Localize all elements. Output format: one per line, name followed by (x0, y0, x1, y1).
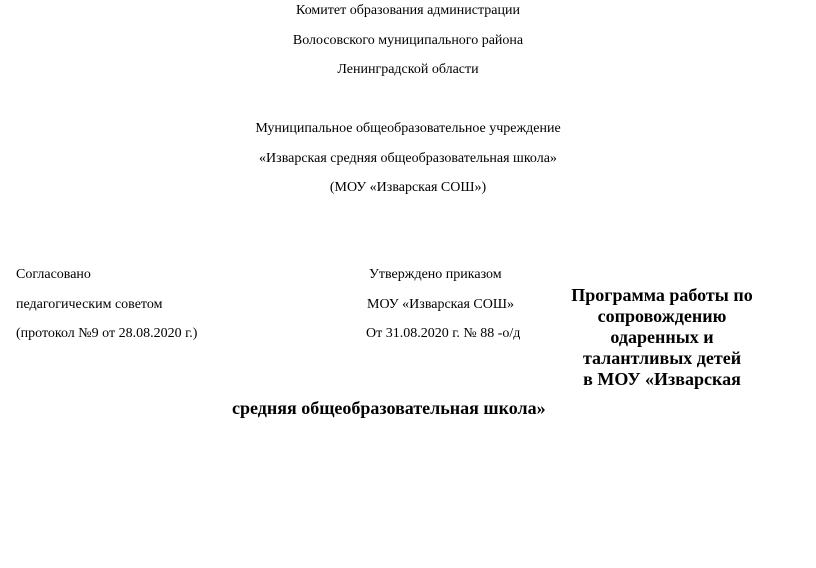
program-title-line-1: Программа работы по (571, 285, 753, 305)
header-line-2: Волосовского муниципального района (292, 33, 524, 48)
approved-by-school: МОУ «Изварская СОШ» (367, 297, 514, 312)
header-line-1: Комитет образования администрации (296, 3, 520, 18)
institution-line-1: Муниципальное общеобразовательное учреждение (255, 121, 561, 136)
program-title-tail: средняя общеобразовательная школа» (232, 398, 546, 418)
program-title (538, 285, 786, 390)
agreed-by-council: педагогическим советом (16, 297, 163, 312)
agreed-protocol: (протокол №9 от 28.08.2020 г.) (16, 326, 198, 341)
institution-line-2: «Изварская средняя общеобразовательная школа» (259, 151, 557, 166)
approved-label: Утверждено приказом (369, 267, 502, 282)
program-title-line-4: талантливых детей (582, 348, 742, 368)
program-title-line-5: в МОУ «Изварская (583, 369, 741, 389)
agreed-label: Согласовано (16, 267, 91, 282)
program-title-line-3: одаренных и (610, 327, 714, 347)
institution-line-3: (МОУ «Изварская СОШ») (329, 180, 487, 195)
approved-order: От 31.08.2020 г. № 88 -о/д (366, 326, 521, 341)
program-title-line-2: сопровождению (597, 306, 727, 326)
header-line-3: Ленинградской области (337, 62, 479, 77)
